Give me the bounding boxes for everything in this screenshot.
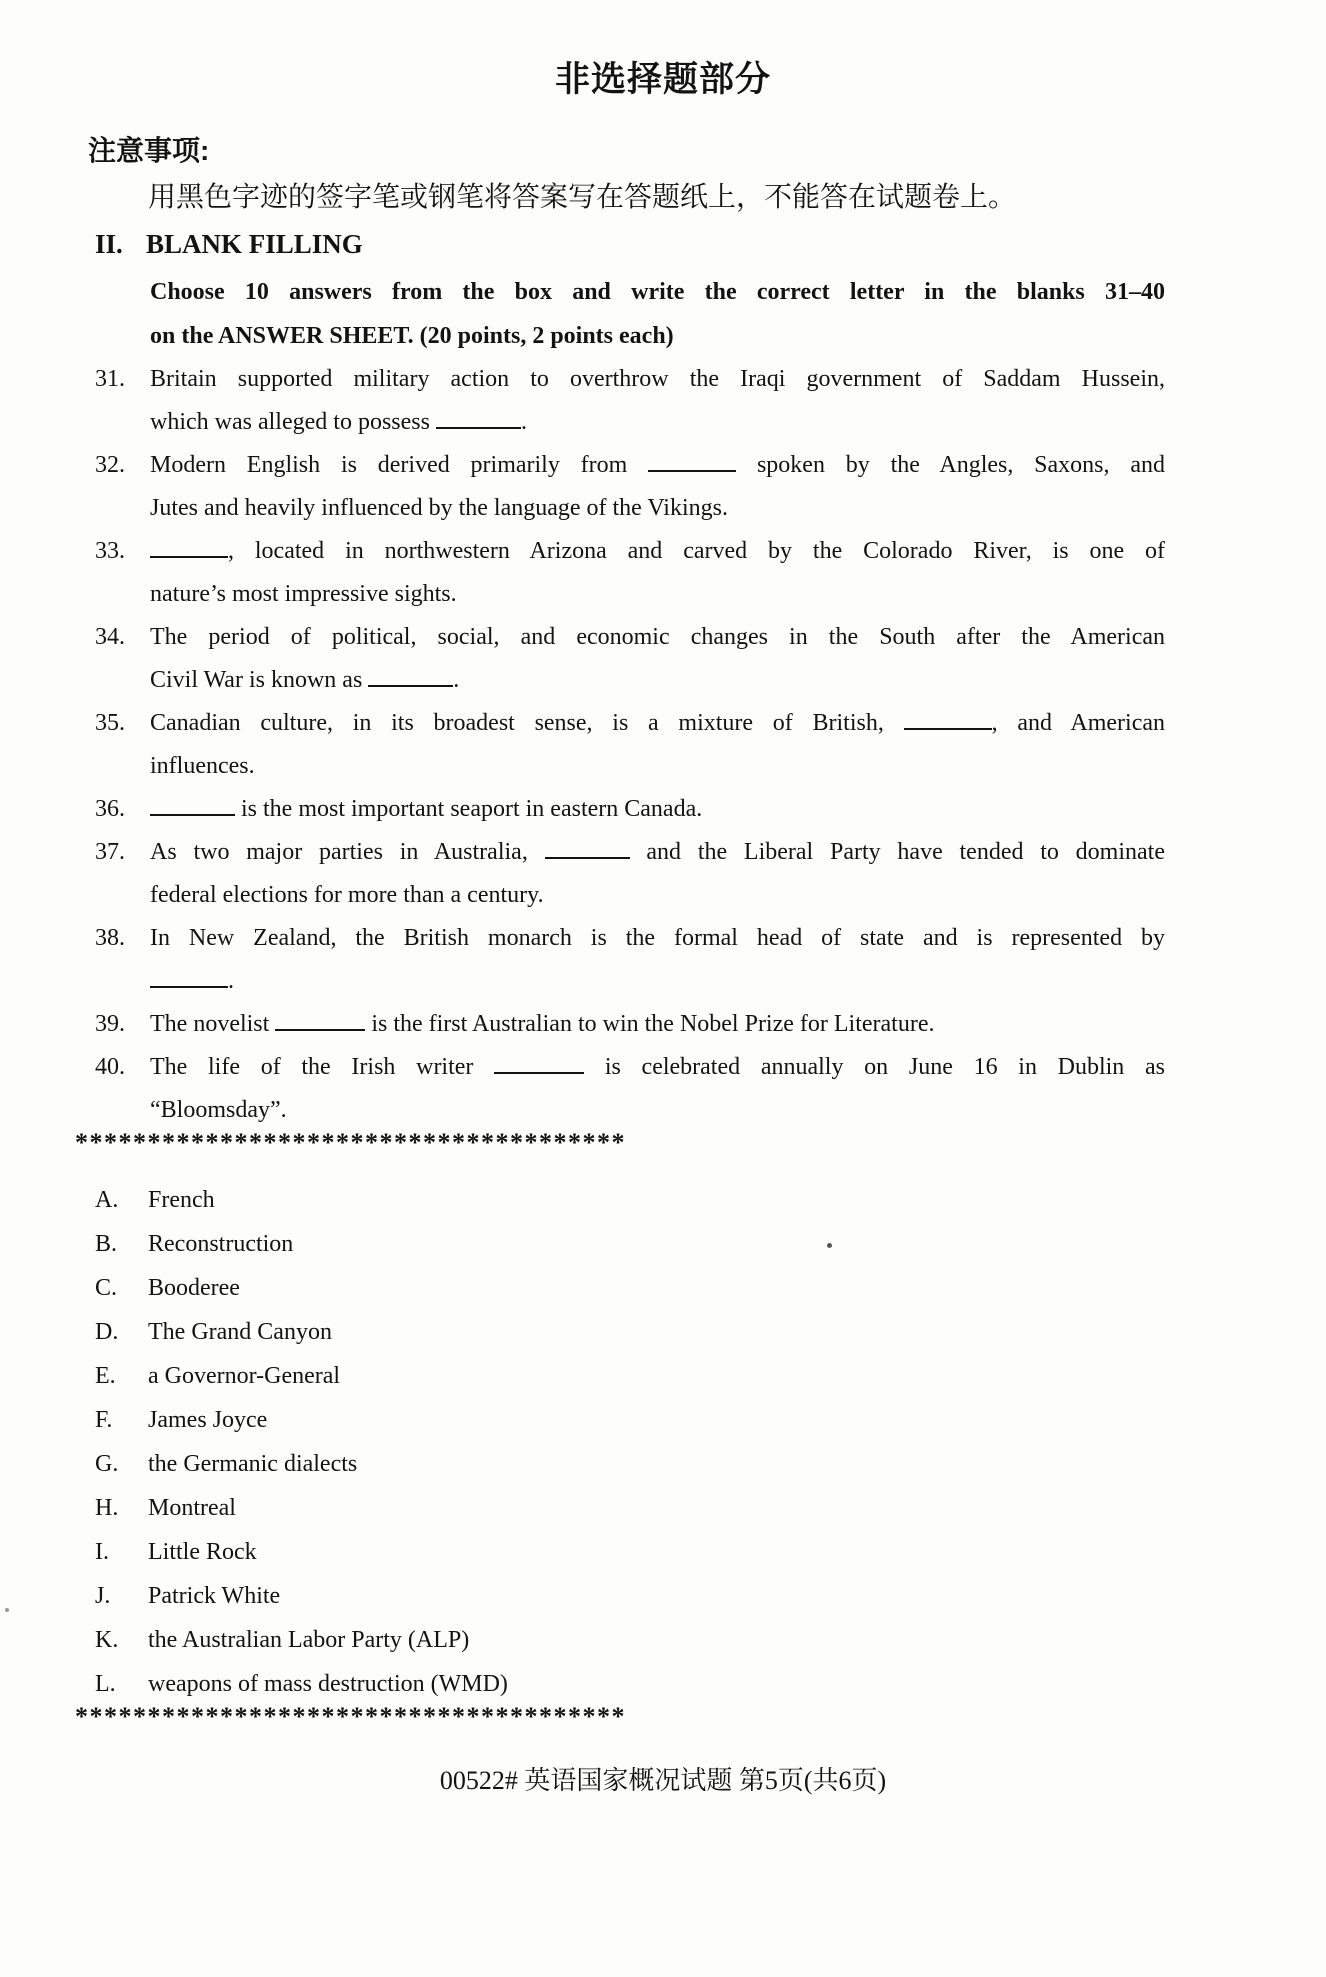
option-letter: G. [95,1451,119,1477]
section-heading [95,229,363,260]
question-number: 36. [95,796,125,822]
separator-bottom: ************************************** [75,1702,626,1731]
question-number: 37. [95,839,125,865]
question-number: 31. [95,366,125,392]
question-line: Civil War is known as . [150,659,1165,702]
notice-label: 注意事项: [88,135,210,166]
question-line: nature’s most impressive sights. [150,581,457,607]
question-line: influences. [150,753,255,779]
question-line: 38. In New Zealand, the British monarch is the formal head of state and is represented by [150,917,1165,960]
question-line: 32. Modern English is derived primarily from spoken by the Angles, Saxons, and [150,444,1165,487]
question-line: 34. The period of political, social, and economic changes in the South after the American [150,616,1165,659]
option-text: the Australian Labor Party (ALP) [148,1627,470,1653]
option-text: Booderee [148,1275,240,1301]
question-line: 31. Britain supported military action to overthrow the Iraqi government of Saddam Hussein, [150,358,1165,401]
option-text: weapons of mass destruction (WMD) [148,1671,508,1697]
blank-underline [275,1005,365,1031]
option-text: a Governor-General [148,1363,341,1389]
option-letter: H. [95,1495,119,1521]
option-letter: A. [95,1187,119,1213]
option-item [95,1310,1195,1354]
option-box [95,1178,1195,1706]
blank-underline [545,833,630,859]
option-letter: J. [95,1583,111,1609]
option-letter: F. [95,1407,113,1433]
option-item [95,1398,1195,1442]
question-number: 39. [95,1011,125,1037]
option-text: Montreal [148,1495,236,1521]
option-letter: K. [95,1627,119,1653]
question-line: 36. is the most important seaport in eastern Canada. [150,788,1165,831]
question-line: . [150,960,1165,1003]
option-item [95,1222,1195,1266]
instruction-line: on the ANSWER SHEET. (20 points, 2 points each) [150,323,674,349]
option-text: The Grand Canyon [148,1319,332,1345]
blank-underline [494,1048,584,1074]
question-line: 39. The novelist is the first Australian to win the Nobel Prize for Literature. [150,1003,1165,1046]
notice-text: 用黑色字迹的签字笔或钢笔将答案写在答题纸上，不能答在试题卷上。 [148,182,1017,213]
question-number: 33. [95,538,125,564]
option-item [95,1354,1195,1398]
option-item [95,1618,1195,1662]
blank-underline [904,704,992,730]
blank-underline [150,790,235,816]
question-line: 40. The life of the Irish writer is celebrated annually on June 16 in Dublin as [150,1046,1165,1089]
section-heading-label: BLANK FILLING [146,229,363,259]
option-item [95,1178,1195,1222]
option-item [95,1266,1195,1310]
option-text: Little Rock [148,1539,257,1565]
blank-underline [368,661,453,687]
option-item [95,1662,1195,1706]
option-letter: L. [95,1671,116,1697]
question-list [95,358,1166,1132]
question-line: Jutes and heavily influenced by the language of the Vikings. [150,495,728,521]
option-text: Patrick White [148,1583,281,1609]
option-item [95,1530,1195,1574]
option-letter: D. [95,1319,119,1345]
separator-top: ************************************** [75,1128,626,1157]
page-footer: 00522# 英语国家概况试题 第5页(共6页) [439,1766,887,1795]
blank-underline [648,446,736,472]
blank-underline [150,532,228,558]
question-number: 32. [95,452,125,478]
blank-underline [436,403,521,429]
scan-speck [827,1243,832,1248]
scan-speck [5,1608,9,1612]
question-line: which was alleged to possess . [150,401,1165,444]
question-line: 37. As two major parties in Australia, and the Liberal Party have tended to dominate [150,831,1165,874]
option-text: Reconstruction [148,1231,294,1257]
page-title: 非选择题部分 [554,60,771,99]
option-letter: I. [95,1539,109,1565]
option-letter: E. [95,1363,116,1389]
option-item [95,1486,1195,1530]
question-line: federal elections for more than a century. [150,882,544,908]
question-line: 35. Canadian culture, in its broadest sense, is a mixture of British, , and American [150,702,1165,745]
question-number: 34. [95,624,125,650]
question-number: 35. [95,710,125,736]
section-number: II. [95,229,123,259]
blank-underline [150,962,228,988]
option-text: French [148,1187,215,1213]
option-letter: B. [95,1231,118,1257]
option-letter: C. [95,1275,118,1301]
question-line: “Bloomsday”. [150,1097,287,1123]
option-text: James Joyce [148,1407,268,1433]
option-item [95,1574,1195,1618]
question-number: 38. [95,925,125,951]
option-text: the Germanic dialects [148,1451,358,1477]
question-number: 40. [95,1054,125,1080]
option-item [95,1442,1195,1486]
question-line: 33. , located in northwestern Arizona and carved by the Colorado River, is one of [150,530,1165,573]
section-instructions [150,270,1165,358]
instruction-line: Choose 10 answers from the box and write the correct letter in the blanks 31–40 [150,279,1165,305]
